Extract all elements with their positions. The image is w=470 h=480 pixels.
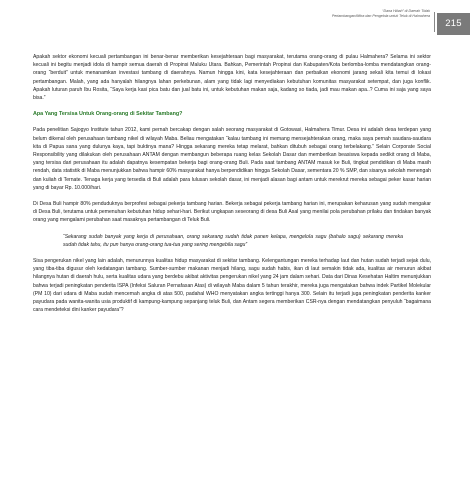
paragraph-impact: Sisa pengerukan nikel yang lain adalah, menurunnya kualitas hidup masyarakat di sekitar tambang. Kelengantungan mereka terhadap laut dan hutan sudah terjadi sejak dulu, yang tiba-tiba digusur oleh kedatangan tambang. Sumber-sumber makanan menjadi hilang, sagu sudah habis, ikan di laut semakin tidak ada, kualitas air menurun akibat hilangnya hutan di daerah hulu, serta kualitas udara yang berdebu akibat aktivitas pengerukan nikel yang 24 jam dalam sehari. Data dari Dinas Kesehatan Haltim menunjukkan bahwa terjadi peningkatan penderita ISPA (Infeksi Saluran Pernafasan Atas) di wilayah Maba dalam 5 tahun terakhir, mereka juga mengatakan bahwa indek Partikel Molekular (PM 10) dari udara di Maba sudah mencemah angka di atas 500, padahal WHO menyatakan angka tertinggi hanya 300. Selain itu terjadi juga peningkatan penderita kanker payudara pada wanita-wanita usia produktif di kampung-kampung sepanjang teluk Buli, dan Antam segera memberikan CSR-nya dengan mendatangkan penyuluh “bagaimana cara mendeteksi dini kanker payudara”? xyxy=(33,258,431,314)
running-title-line1: “Dana Hibah” di Daerah Tidak xyxy=(382,9,430,13)
running-header xyxy=(280,9,430,19)
page-body xyxy=(33,53,431,322)
page-number: 215 xyxy=(437,13,470,35)
header-divider xyxy=(434,12,435,32)
paragraph-buli: Di Desa Buli hampir 80% penduduknya berprofesi sebagai pekerja tambang harian. Bekerja sebagai pekerja tambang harian ini, merupakan keharusan yang sudah mengakar di Desa Buli, terutama untuk pemenuhan kebutuhan hidup sehari-hari. Berikut ungkapan seseorang di desa Buli Asal yang menilai pola perubahan prilaku dan tindakan banyak orang yang mengalami perubahan saat masaknya pertambangan di Teluk Buli. xyxy=(33,201,431,224)
running-title-line2: Pertambangan/Mitra dan Pengelola untuk Teluk di Halmahera xyxy=(331,14,430,18)
block-quote: “Sekarang sudah banyak yang kerja di perusahaan, orang sekarang sudah tidak panen kelapa, mengeloIa sagu (bahalo sagu) sekarang mereka sudah tidak tahu, itu pun hanya orang-orang tua-tua yang sering mengebila sagu” xyxy=(63,233,403,248)
paragraph-intro: Apakah sektor ekonomi kecuali pertambangan ini benar-benar memberikan kesejahteraan bagi masyarakat, terutama orang-orang di pulau Halmahera? Selama ini sektor kecuali ini begitu menjadi idola di hampir semua daerah di Propinsi Maluku Utara. Bahkan, Pemerintah Propinsi dan Kabupaten/Kota berlomba-lomba mendatangkan orang-orang “berduit” untuk menanamkan investasi tambang di daerahnya. Namun hingga kini, kata kesejahteraan dan perbaikan ekonomi jarang sekali kita temui di lokasi pertambangan. Malah, yang ada hanyalah hilangnya lahan perkebunan, alam yang tidak lagi menyediakan kebutuhan komunitas masyarakat setempat, dan juga konflik. Apakah luturan paruh Ibu Rosita, “Saya kerja kasi pica batu dan jual batu ini, untuk kebutuhan makan saja, kadang so tiada, jadi mau makan apa..? Cuma ini saja yang saya bisa.” xyxy=(33,54,431,102)
paragraph-research: Pada penelitian Sajogyo Institute tahun 2012, kami pernah bercakap dengan salah seorang masyarakat di Gotowasi, Halmahera Timur. Desa ini adalah desa terdepan yang belum dikenal oleh perusahaan tambang nikel di wilayah Maba. Beliau mengatakan “kalau tambang ini memang mensejahterakan orang, maka saya pernah saudara-saudara kita di Papua sana yang dulunya kaya, tapi buktinya mana? Hingga sekarang mereka tetap melarat, bahkan ditubuh sebagai orang terbelakang.” Selain Corporate Social Responsibility yang dilakukan oleh perusahaan ANTAM dengan membangun beberapa ruang kelas Sekolah Dasar dan memberikan beasiswa kepada sedikit orang di Maba, yang tersisa dari perusahaan itu adalah dapatnya kesempatan bekerja bagi orang-orang Buli. Pada saat tambang ANTAM masuk ke Buli, tingkat pendidikan di Maba masih rendah, data statistik di Maba menunjukkan bahwa hampir 60% masyarakat hanya berpendidikan hingga Sekolah Dasar, sementara 20 % SMP, dan sisanya sekolah menengah dan kuliah di Ternate. Tenaga kerja yang tersedia di Buli adalah para lulusan sekolah dasar, ini menjadi alasan bagi antam untuk merekrut mereka sebagai peker kasar harian yang di bayar Rp. 10.000/hari. xyxy=(33,127,431,191)
section-heading: Apa Yang Tersisa Untuk Orang-orang di Sekitar Tambang? xyxy=(33,111,183,118)
